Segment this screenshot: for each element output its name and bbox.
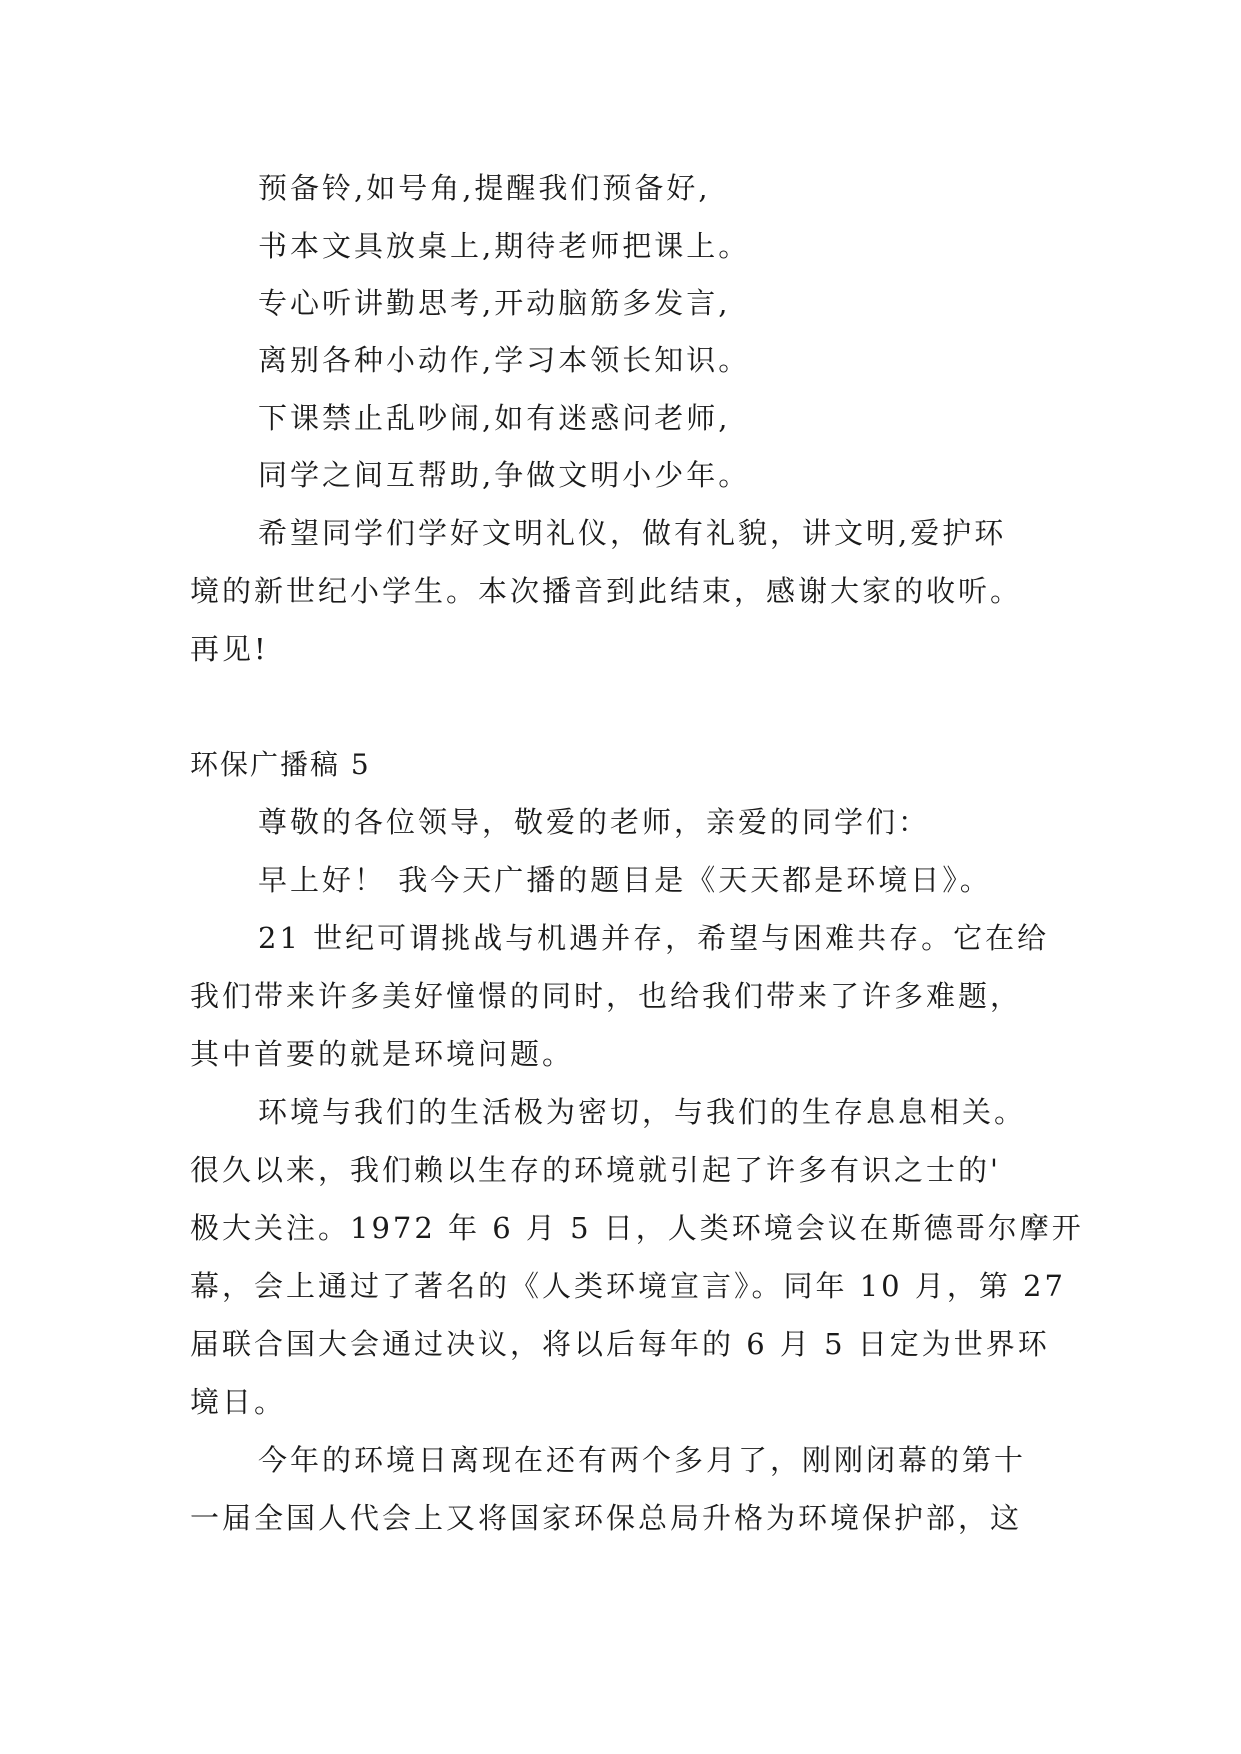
paragraph-line: 其中首要的就是环境问题。 <box>190 1037 575 1071</box>
closing-line: 境的新世纪小学生。本次播音到此结束，感谢大家的收听。 <box>190 574 1023 608</box>
closing-line: 希望同学们学好文明礼仪，做有礼貌，讲文明,爱护环 <box>258 516 1007 550</box>
greeting: 尊敬的各位领导，敬爱的老师，亲爱的同学们： <box>258 805 931 839</box>
poem-line: 专心听讲勤思考,开动脑筋多发言, <box>258 286 731 320</box>
section-title: 环保广播稿 5 <box>190 748 371 781</box>
paragraph-line: 我们带来许多美好憧憬的同时，也给我们带来了许多难题， <box>190 979 1023 1013</box>
paragraph-line: 幕，会上通过了著名的《人类环境宣言》。同年 10 月，第 27 <box>190 1269 1066 1303</box>
poem-line: 下课禁止乱吵闹,如有迷惑问老师, <box>258 401 731 435</box>
poem-line: 同学之间互帮助,争做文明小少年。 <box>258 458 751 492</box>
poem-line: 离别各种小动作,学习本领长知识。 <box>258 343 751 377</box>
paragraph-line: 很久以来，我们赖以生存的环境就引起了许多有识之士的' <box>190 1153 1001 1187</box>
paragraph-line: 今年的环境日离现在还有两个多月了，刚刚闭幕的第十 <box>258 1443 1027 1477</box>
intro: 早上好！ 我今天广播的题目是《天天都是环境日》。 <box>258 863 992 897</box>
paragraph-line: 21 世纪可谓挑战与机遇并存，希望与困难共存。它在给 <box>258 921 1050 955</box>
paragraph-line: 极大关注。1972 年 6 月 5 日，人类环境会议在斯德哥尔摩开 <box>190 1211 1084 1245</box>
poem-line: 预备铃,如号角,提醒我们预备好, <box>258 171 711 205</box>
closing-line: 再见! <box>190 632 269 666</box>
poem-line: 书本文具放桌上,期待老师把课上。 <box>258 229 751 263</box>
paragraph-line: 环境与我们的生活极为密切，与我们的生存息息相关。 <box>258 1095 1027 1129</box>
paragraph-line: 届联合国大会通过决议，将以后每年的 6 月 5 日定为世界环 <box>190 1327 1050 1361</box>
paragraph-line: 境日。 <box>190 1385 287 1419</box>
paragraph-line: 一届全国人代会上又将国家环保总局升格为环境保护部，这 <box>190 1501 1023 1535</box>
